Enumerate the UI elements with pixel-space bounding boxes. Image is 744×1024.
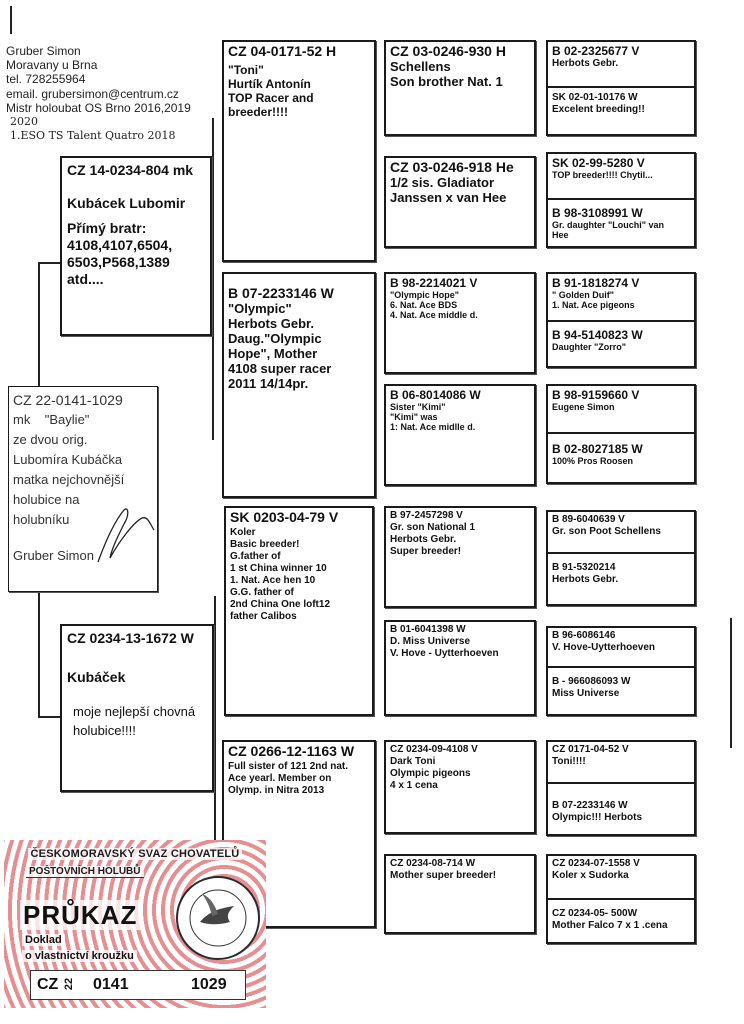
gen4-p8-line-1: 100% Pros Roosen	[552, 456, 634, 466]
gen2-sd-line-1: "Olympic"	[228, 301, 292, 316]
gen4-p4-line-1: Gr. daughter "Louchi" van	[552, 220, 665, 230]
gen4-divider	[548, 86, 694, 88]
gen3-f-line-1: D. Miss Universe	[390, 636, 471, 647]
gen4-p5-ring: B 91-1818274 V	[552, 276, 640, 290]
gen2-sd-line-6: 2011 14/14pr.	[228, 376, 309, 391]
dam-line-2: holubice!!!!	[73, 723, 136, 738]
gen3-g-line-3: 4 x 1 cena	[390, 780, 438, 791]
gen3-g-line-1: Dark Toni	[390, 756, 436, 767]
gen3-d-line-1: Sister "Kimi"	[390, 402, 446, 412]
gen4-p11	[548, 628, 694, 656]
gen3-h	[384, 854, 536, 934]
gen4-divider	[548, 320, 694, 322]
connector-dam-h	[38, 716, 62, 718]
gen2-sire-sire	[222, 40, 376, 262]
owner-name: Gruber Simon	[6, 44, 81, 58]
gen4-p14-ring: B 07-2233146 W	[552, 800, 628, 811]
gen4-pair-2	[546, 152, 696, 248]
gen3-c-line-3: 4. Nat. Ace middle d.	[390, 310, 478, 320]
connector-gen2-top	[212, 118, 214, 440]
gen3-a-line-1: Schellens	[390, 59, 451, 74]
dam-box	[60, 624, 214, 792]
card-org-line-2	[4, 866, 266, 877]
gen3-b-line-1: 1/2 sis. Gladiator	[390, 175, 495, 190]
sire-ring: CZ 14-0234-804 mk	[67, 162, 194, 178]
subject-desc-2: Lubomíra Kubáčka	[13, 452, 123, 467]
gen4-p2-line-1: Excelent breeding!!	[552, 104, 645, 115]
gen3-d-line-2: "Kimi" was	[390, 412, 438, 422]
gen4-p12-ring: B - 966086093 W	[552, 676, 631, 687]
gen2-sd-line-3: Daug."Olympic	[228, 331, 322, 346]
gen2-ds-line-1: Koler	[230, 527, 256, 538]
gen4-p15-line-1: Koler x Sudorka	[552, 870, 629, 881]
gen4-pair-3	[546, 272, 696, 368]
gen2-ds-line-4: 1 st China winner 10	[230, 563, 327, 574]
sire-line-1: Přímý bratr:	[67, 220, 147, 236]
gen2-ss-line-2: Hurtík Antonín	[228, 77, 311, 91]
gen4-p7-ring: B 98-9159660 V	[552, 388, 640, 402]
gen4-p1-ring: B 02-2325677 V	[552, 44, 640, 58]
ring-ownership-card	[4, 840, 266, 1008]
connector-gen2-bottom	[214, 596, 216, 864]
gen4-p15	[548, 856, 694, 884]
subject-sex-name: mk "Baylie"	[13, 412, 90, 427]
subject-desc-4: holubice na	[13, 492, 80, 507]
gen4-p9-line-1: Gr. son Poot Schellens	[552, 526, 661, 537]
card-serial: 1029	[191, 976, 227, 993]
gen3-h-line-1: Mother super breeder!	[390, 870, 497, 881]
gen4-p14	[548, 798, 694, 826]
gen4-divider	[548, 898, 694, 900]
gen4-p16-ring: CZ 0234-05- 500W	[552, 908, 638, 919]
gen4-p13-line-1: Toni!!!!	[552, 756, 586, 767]
gen2-sd-ring: B 07-2233146 W	[228, 285, 334, 301]
card-ring-field	[30, 970, 246, 1000]
gen2-dd-line-2: Ace yearl. Member on	[228, 773, 332, 784]
owner-title: Mistr holoubat OS Brno 2016,2019	[6, 100, 191, 115]
gen3-e-ring: B 97-2457298 V	[390, 510, 463, 521]
gen4-pair-1	[546, 40, 696, 136]
gen4-divider	[548, 432, 694, 434]
gen4-p1	[548, 42, 694, 72]
owner-phone: tel. 728255964	[6, 72, 86, 87]
gen4-p4-ring: B 98-3108991 W	[552, 206, 643, 220]
gen3-a-line-2: Son brother Nat. 1	[390, 74, 503, 89]
subject-signature: Gruber Simon	[13, 548, 94, 563]
card-country: CZ	[37, 976, 59, 993]
signature-scribble	[84, 500, 164, 570]
owner-info	[6, 44, 191, 143]
gen2-ds-line-3: G.father of	[230, 551, 281, 562]
gen4-p2	[548, 90, 694, 118]
gen2-dd-line-1: Full sister of 121 2nd nat.	[228, 761, 349, 772]
gen4-pair-5	[546, 510, 696, 606]
gen4-p6-ring: B 94-5140823 W	[552, 328, 643, 342]
sire-box	[60, 156, 212, 336]
gen4-p10-line-1: Herbots Gebr.	[552, 574, 619, 585]
card-sub-1-wrap	[22, 934, 65, 946]
card-title: PRŮKAZ	[20, 900, 140, 930]
gen4-p16	[548, 906, 694, 934]
subject-desc-1: ze dvou orig.	[13, 432, 88, 447]
gen4-pair-4	[546, 384, 696, 484]
dam-line-1: moje nejlepší chovná	[73, 704, 196, 719]
card-sub-1: Doklad	[22, 934, 65, 946]
sire-name: Kubácek Lubomir	[67, 195, 186, 211]
gen4-p5	[548, 274, 694, 312]
card-org-1: ČESKOMORAVSKÝ SVAZ CHOVATELŮ	[28, 848, 243, 860]
gen4-p9	[548, 512, 694, 540]
gen3-e-line-3: Super breeder!	[390, 546, 462, 557]
gen3-d-ring: B 06-8014086 W	[390, 388, 481, 402]
gen3-e-line-1: Gr. son National 1	[390, 522, 476, 533]
gen3-c-line-1: "Olympic Hope"	[390, 290, 460, 300]
owner-email: email. grubersimon@centrum.cz	[6, 86, 179, 101]
gen4-p11-ring: B 96-6086146	[552, 630, 616, 641]
gen4-p10	[548, 560, 694, 588]
gen3-b	[384, 156, 536, 248]
gen4-p2-ring: SK 02-01-10176 W	[552, 92, 638, 103]
gen4-p16-line-1: Mother Falco 7 x 1 .cena	[552, 920, 668, 931]
gen2-sd-line-2: Herbots Gebr.	[228, 316, 314, 331]
gen4-p13-ring: CZ 0171-04-52 V	[552, 744, 629, 755]
gen2-sd-line-5: 4108 super racer	[228, 361, 332, 376]
owner-award: 1.ESO TS Talent Quatro 2018	[10, 129, 176, 143]
card-org-2: POŠTOVNÍCH HOLUBŮ	[26, 866, 144, 878]
gen3-g-ring: CZ 0234-09-4108 V	[390, 744, 478, 755]
gen3-f	[384, 620, 536, 716]
sire-line-3: 6503,P568,1389	[67, 254, 170, 270]
card-number: 0141	[93, 976, 129, 993]
gen2-ds-line-5: 1. Nat. Ace hen 10	[230, 575, 316, 586]
dam-name: Kubáček	[67, 669, 126, 685]
gen2-sd-line-4: Hope", Mother	[228, 346, 318, 361]
gen4-p11-line-1: V. Hove-Uytterhoeven	[552, 642, 655, 653]
gen2-ds-line-8: father Calibos	[230, 611, 297, 622]
gen2-sire-dam	[222, 272, 376, 498]
gen2-ss-line-1: "Toni"	[228, 63, 264, 77]
gen3-c-ring: B 98-2214021 V	[390, 276, 478, 290]
gen3-c-line-2: 6. Nat. Ace BDS	[390, 300, 458, 310]
gen4-p5-line-1: " Golden Duif"	[552, 290, 615, 300]
gen4-p12	[548, 674, 694, 702]
gen3-g-line-2: Olympic pigeons	[390, 768, 471, 779]
gen3-f-ring: B 01-6041398 W	[390, 624, 466, 635]
connector-dam	[38, 592, 40, 716]
gen4-p9-ring: B 89-6040639 V	[552, 514, 625, 525]
gen4-divider	[548, 782, 694, 784]
gen4-pair-8	[546, 854, 696, 944]
gen4-p14-line-1: Olympic!!! Herbots	[552, 812, 643, 823]
card-title-wrap	[20, 900, 140, 931]
gen4-p8	[548, 440, 694, 468]
gen3-d	[384, 384, 536, 486]
gen2-ss-line-3: TOP Racer and	[228, 91, 314, 105]
gen4-p15-ring: CZ 0234-07-1558 V	[552, 858, 640, 869]
gen4-divider	[548, 666, 694, 668]
gen4-divider	[548, 552, 694, 554]
gen4-p3-line-1: TOP breeder!!!! Chytil...	[552, 170, 653, 180]
gen4-p8-ring: B 02-8027185 W	[552, 442, 643, 456]
dam-ring: CZ 0234-13-1672 W	[67, 630, 194, 646]
gen3-h-ring: CZ 0234-08-714 W	[390, 858, 476, 869]
gen4-p7-line-1: Eugene Simon	[552, 402, 615, 412]
subject-desc-3: matka nejchovnější	[13, 472, 125, 487]
card-year: 22	[63, 977, 76, 991]
gen4-pair-6	[546, 626, 696, 716]
gen4-divider	[548, 198, 694, 200]
gen3-g	[384, 740, 536, 834]
gen4-p3	[548, 154, 694, 182]
gen3-d-line-3: 1: Nat. Ace midlle d.	[390, 422, 476, 432]
gen4-p3-ring: SK 02-99-5280 V	[552, 156, 645, 170]
gen2-ds-line-7: 2nd China One loft12	[230, 599, 331, 610]
gen4-p1-line-1: Herbots Gebr.	[552, 58, 619, 69]
margin-mark	[10, 6, 12, 34]
gen3-b-ring: CZ 03-0246-918 He	[390, 159, 514, 175]
gen2-ss-line-4: breeder!!!!	[228, 105, 289, 119]
gen2-ds-line-6: G.G. father of	[230, 587, 294, 598]
card-org-line-1	[4, 848, 266, 860]
connector-sire	[38, 262, 40, 388]
gen4-p6-line-1: Daughter "Zorro"	[552, 342, 627, 352]
right-margin-mark	[730, 618, 732, 748]
gen4-p13	[548, 742, 694, 770]
gen3-f-line-2: V. Hove - Uytterhoeven	[390, 648, 499, 659]
gen4-p7	[548, 386, 694, 414]
gen2-dd-ring: CZ 0266-12-1163 W	[228, 743, 355, 759]
gen2-dam-sire	[224, 506, 374, 716]
connector-sire-h	[38, 262, 62, 264]
gen2-ds-line-2: Basic breeder!	[230, 539, 300, 550]
gen3-e-line-2: Herbots Gebr.	[390, 534, 457, 545]
gen3-e	[384, 506, 536, 608]
gen4-p10-ring: B 91-5320214	[552, 562, 616, 573]
gen4-p4-line-2: Hee	[552, 230, 569, 240]
subject-desc-5: holubníku	[13, 512, 70, 527]
gen4-p4	[548, 204, 694, 242]
gen2-ds-ring: SK 0203-04-79 V	[230, 509, 339, 525]
gen4-p12-line-1: Miss Universe	[552, 688, 620, 699]
gen3-a-ring: CZ 03-0246-930 H	[390, 43, 506, 59]
gen2-ss-ring: CZ 04-0171-52 H	[228, 43, 337, 59]
owner-title-year: 2020	[10, 115, 38, 129]
gen4-p6	[548, 326, 694, 354]
owner-address: Moravany u Brna	[6, 58, 98, 73]
subject-ring: CZ 22-0141-1029	[13, 392, 123, 408]
card-sub-2: o vlastnictví kroužku	[22, 950, 137, 962]
gen4-p5-line-2: 1. Nat. Ace pigeons	[552, 300, 635, 310]
card-sub-2-wrap	[22, 950, 137, 962]
gen4-pair-7	[546, 740, 696, 836]
sire-line-4: atd....	[67, 271, 104, 287]
sire-line-2: 4108,4107,6504,	[67, 237, 173, 253]
union-logo-seal	[176, 876, 260, 960]
gen3-c	[384, 272, 536, 374]
gen3-b-line-2: Janssen x van Hee	[390, 190, 507, 205]
pigeon-logo-icon	[178, 878, 258, 958]
gen2-dd-line-3: Olymp. in Nitra 2013	[228, 785, 325, 796]
gen3-a	[384, 40, 536, 136]
